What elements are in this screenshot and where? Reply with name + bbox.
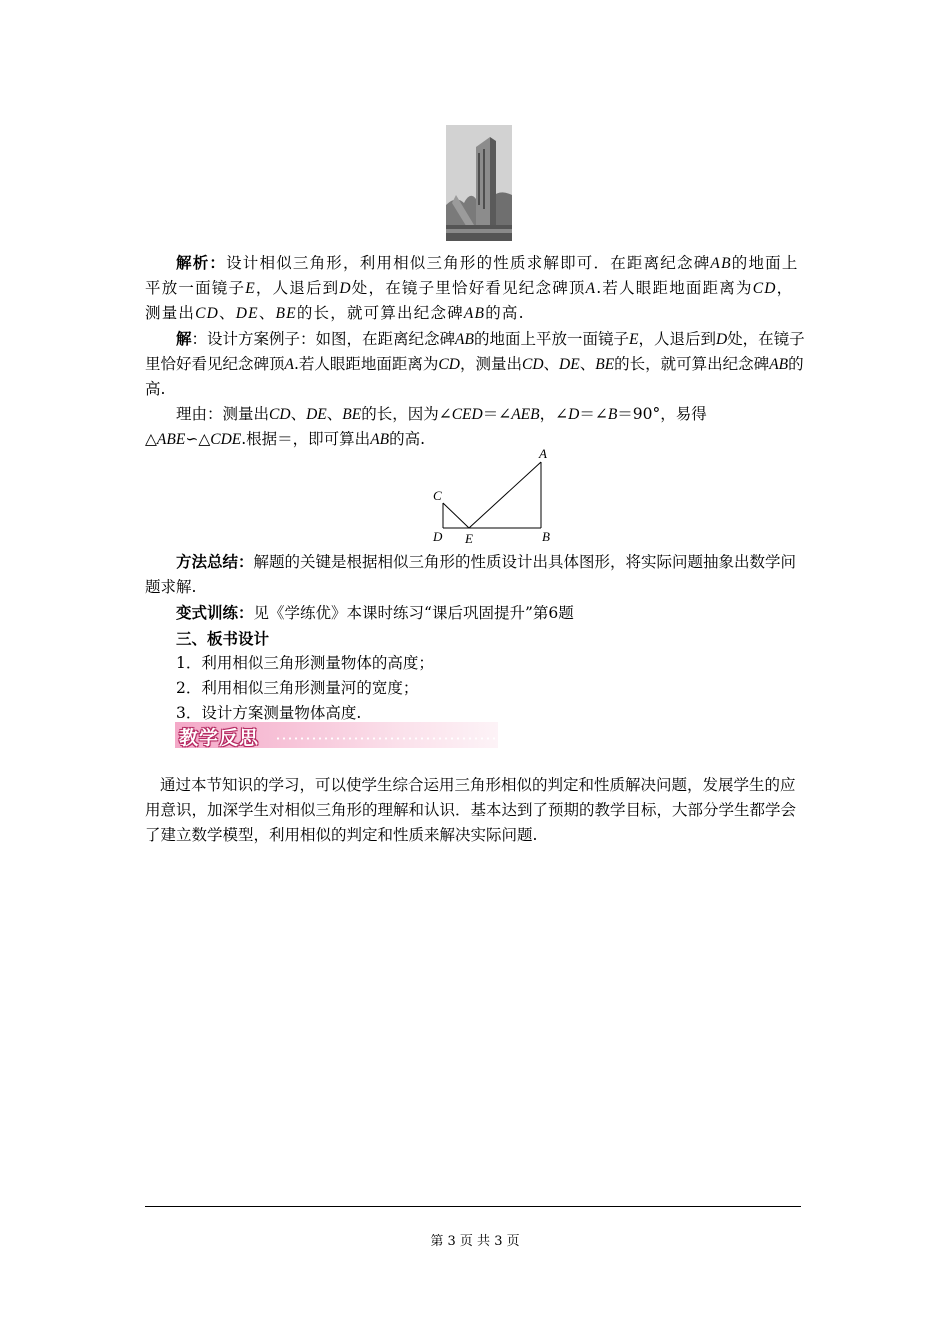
solution-text-9: CD <box>438 356 460 373</box>
reason-text-3: DE <box>306 406 327 423</box>
board-heading: 三、板书设计 <box>176 629 270 648</box>
method-label: 方法总结： <box>176 552 254 571</box>
solution-text-10: ，测量出 <box>459 355 522 373</box>
solution-text-17: AB <box>769 356 789 373</box>
analysis-text-17: AB <box>463 305 486 322</box>
analysis-text-3: E <box>245 280 256 297</box>
solution-text-7: A <box>284 356 294 373</box>
solution-text-5: D <box>715 331 728 348</box>
variant-paragraph <box>145 600 807 626</box>
reason-text-8: ＝∠ <box>482 405 512 423</box>
solution-text-2: 的地面上平放一面镜子 <box>473 330 629 348</box>
solution-text-4: ，人退后到 <box>638 330 716 348</box>
analysis-text-12: 、 <box>219 304 236 322</box>
segment-EA <box>469 462 541 528</box>
reason-text-13: B <box>607 406 618 423</box>
analysis-text-9: CD <box>752 280 777 297</box>
reason-text-10: ，∠ <box>539 405 569 423</box>
monument-photo <box>446 125 512 241</box>
analysis-text-18: 的高. <box>485 304 525 322</box>
analysis-text-6: 处，在镜子里恰好看见纪念碑顶 <box>351 279 586 297</box>
variant-text: 见《学练优》本课时练习“课后巩固提升”第6题 <box>253 604 574 622</box>
analysis-text-13: DE <box>235 305 259 322</box>
method-paragraph <box>145 549 807 600</box>
solution-text-8: .若人眼距地面距离为 <box>293 355 439 373</box>
monument-photo-drawing <box>446 125 512 241</box>
method-text: 解题的关键是根据相似三角形的性质设计出具体图形，将实际问题抽象出数学问题求解. <box>145 553 797 596</box>
reason-text-7: CED <box>451 406 483 423</box>
analysis-text-15: BE <box>275 305 297 322</box>
point-label-D: D <box>433 529 443 544</box>
analysis-text-1: AB <box>710 255 732 272</box>
solution-text-18: 的高. <box>145 355 804 398</box>
analysis-text-14: 、 <box>258 304 276 322</box>
reason-text-12: ＝∠ <box>579 405 608 423</box>
reason-text-17: CDE <box>210 431 242 448</box>
point-label-B: B <box>542 529 550 544</box>
board-item-2: 2．利用相似三角形测量河的宽度； <box>176 679 419 697</box>
solution-text-13: DE <box>559 356 580 373</box>
banner-dots <box>275 737 495 740</box>
reflection-section <box>145 773 807 848</box>
analysis-section <box>145 250 807 452</box>
point-label-C: C <box>433 488 442 503</box>
reflection-paragraph: 通过本节知识的学习，可以使学生综合运用三角形相似的判定和性质解决问题，发展学生的应用意识，加深学生对相似三角形的理解和认识．基本达到了预期的教学目标，大部分学生都学会了建立数学模型，利用相似的判定和性质来解决实际问题. <box>145 776 797 844</box>
variant-label: 变式训练： <box>176 603 254 622</box>
geometry-diagram <box>425 447 565 547</box>
analysis-text-5: D <box>339 280 352 297</box>
solution-paragraph <box>145 326 807 402</box>
solution-label: 解 <box>176 329 192 348</box>
reflection-banner-label: 教学反思 <box>179 727 260 749</box>
reason-text-2: 、 <box>290 405 307 423</box>
reason-text-5: BE <box>342 406 362 423</box>
summary-section <box>145 549 807 726</box>
solution-text-11: CD <box>521 356 544 373</box>
footer-rule <box>145 1206 801 1207</box>
solution-text-16: 的长，就可算出纪念碑 <box>614 355 770 373</box>
reason-text-14: ＝90°，易得△ <box>145 405 707 448</box>
analysis-text-2: 的地面上平放一面镜子 <box>145 254 799 297</box>
solution-text-6: 处，在镜子里恰好看见纪念碑顶 <box>145 330 805 373</box>
solution-text-0: ：设计方案例子：如图，在距离纪念碑 <box>191 330 456 348</box>
solution-text-15: BE <box>595 356 615 373</box>
reason-text-18: .根据＝，即可算出 <box>241 430 371 448</box>
reason-paragraph <box>145 402 807 452</box>
reason-text-6: 的长，因为∠ <box>361 405 452 423</box>
segment-CE <box>443 503 469 528</box>
board-item-3: 3．设计方案测量物体高度. <box>176 704 362 722</box>
page-number: 第 3 页 共 3 页 <box>430 1234 520 1249</box>
analysis-label: 解析： <box>176 253 227 272</box>
solution-text-14: 、 <box>579 355 596 373</box>
analysis-text-7: A <box>585 280 597 297</box>
reason-text-1: CD <box>269 406 291 423</box>
reflection-banner <box>175 722 498 748</box>
reason-text-4: 、 <box>326 405 343 423</box>
reason-text-20: 的高. <box>389 430 426 448</box>
analysis-paragraph <box>145 250 807 326</box>
point-label-A: A <box>539 447 547 461</box>
reason-text-19: AB <box>370 431 390 448</box>
solution-text-3: E <box>628 331 639 348</box>
reason-text-15: ABE <box>156 431 186 448</box>
analysis-text-16: 的长，就可算出纪念碑 <box>296 304 464 322</box>
solution-text-12: 、 <box>543 355 560 373</box>
solution-text-1: AB <box>455 331 474 348</box>
reason-text-16: ∽△ <box>185 430 211 448</box>
analysis-text-4: ，人退后到 <box>255 279 340 297</box>
board-item-1: 1．利用相似三角形测量物体的高度； <box>176 654 434 672</box>
reason-text-11: D <box>568 406 580 423</box>
point-label-E: E <box>465 531 473 546</box>
analysis-text-8: .若人眼距地面距离为 <box>596 279 753 297</box>
analysis-text-10: ，测量出 <box>145 279 794 322</box>
reason-text-0: 理由：测量出 <box>176 405 270 423</box>
reason-text-9: AEB <box>511 406 540 423</box>
analysis-text-0: 设计相似三角形，利用相似三角形的性质求解即可．在距离纪念碑 <box>226 254 711 272</box>
analysis-text-11: CD <box>195 305 220 322</box>
